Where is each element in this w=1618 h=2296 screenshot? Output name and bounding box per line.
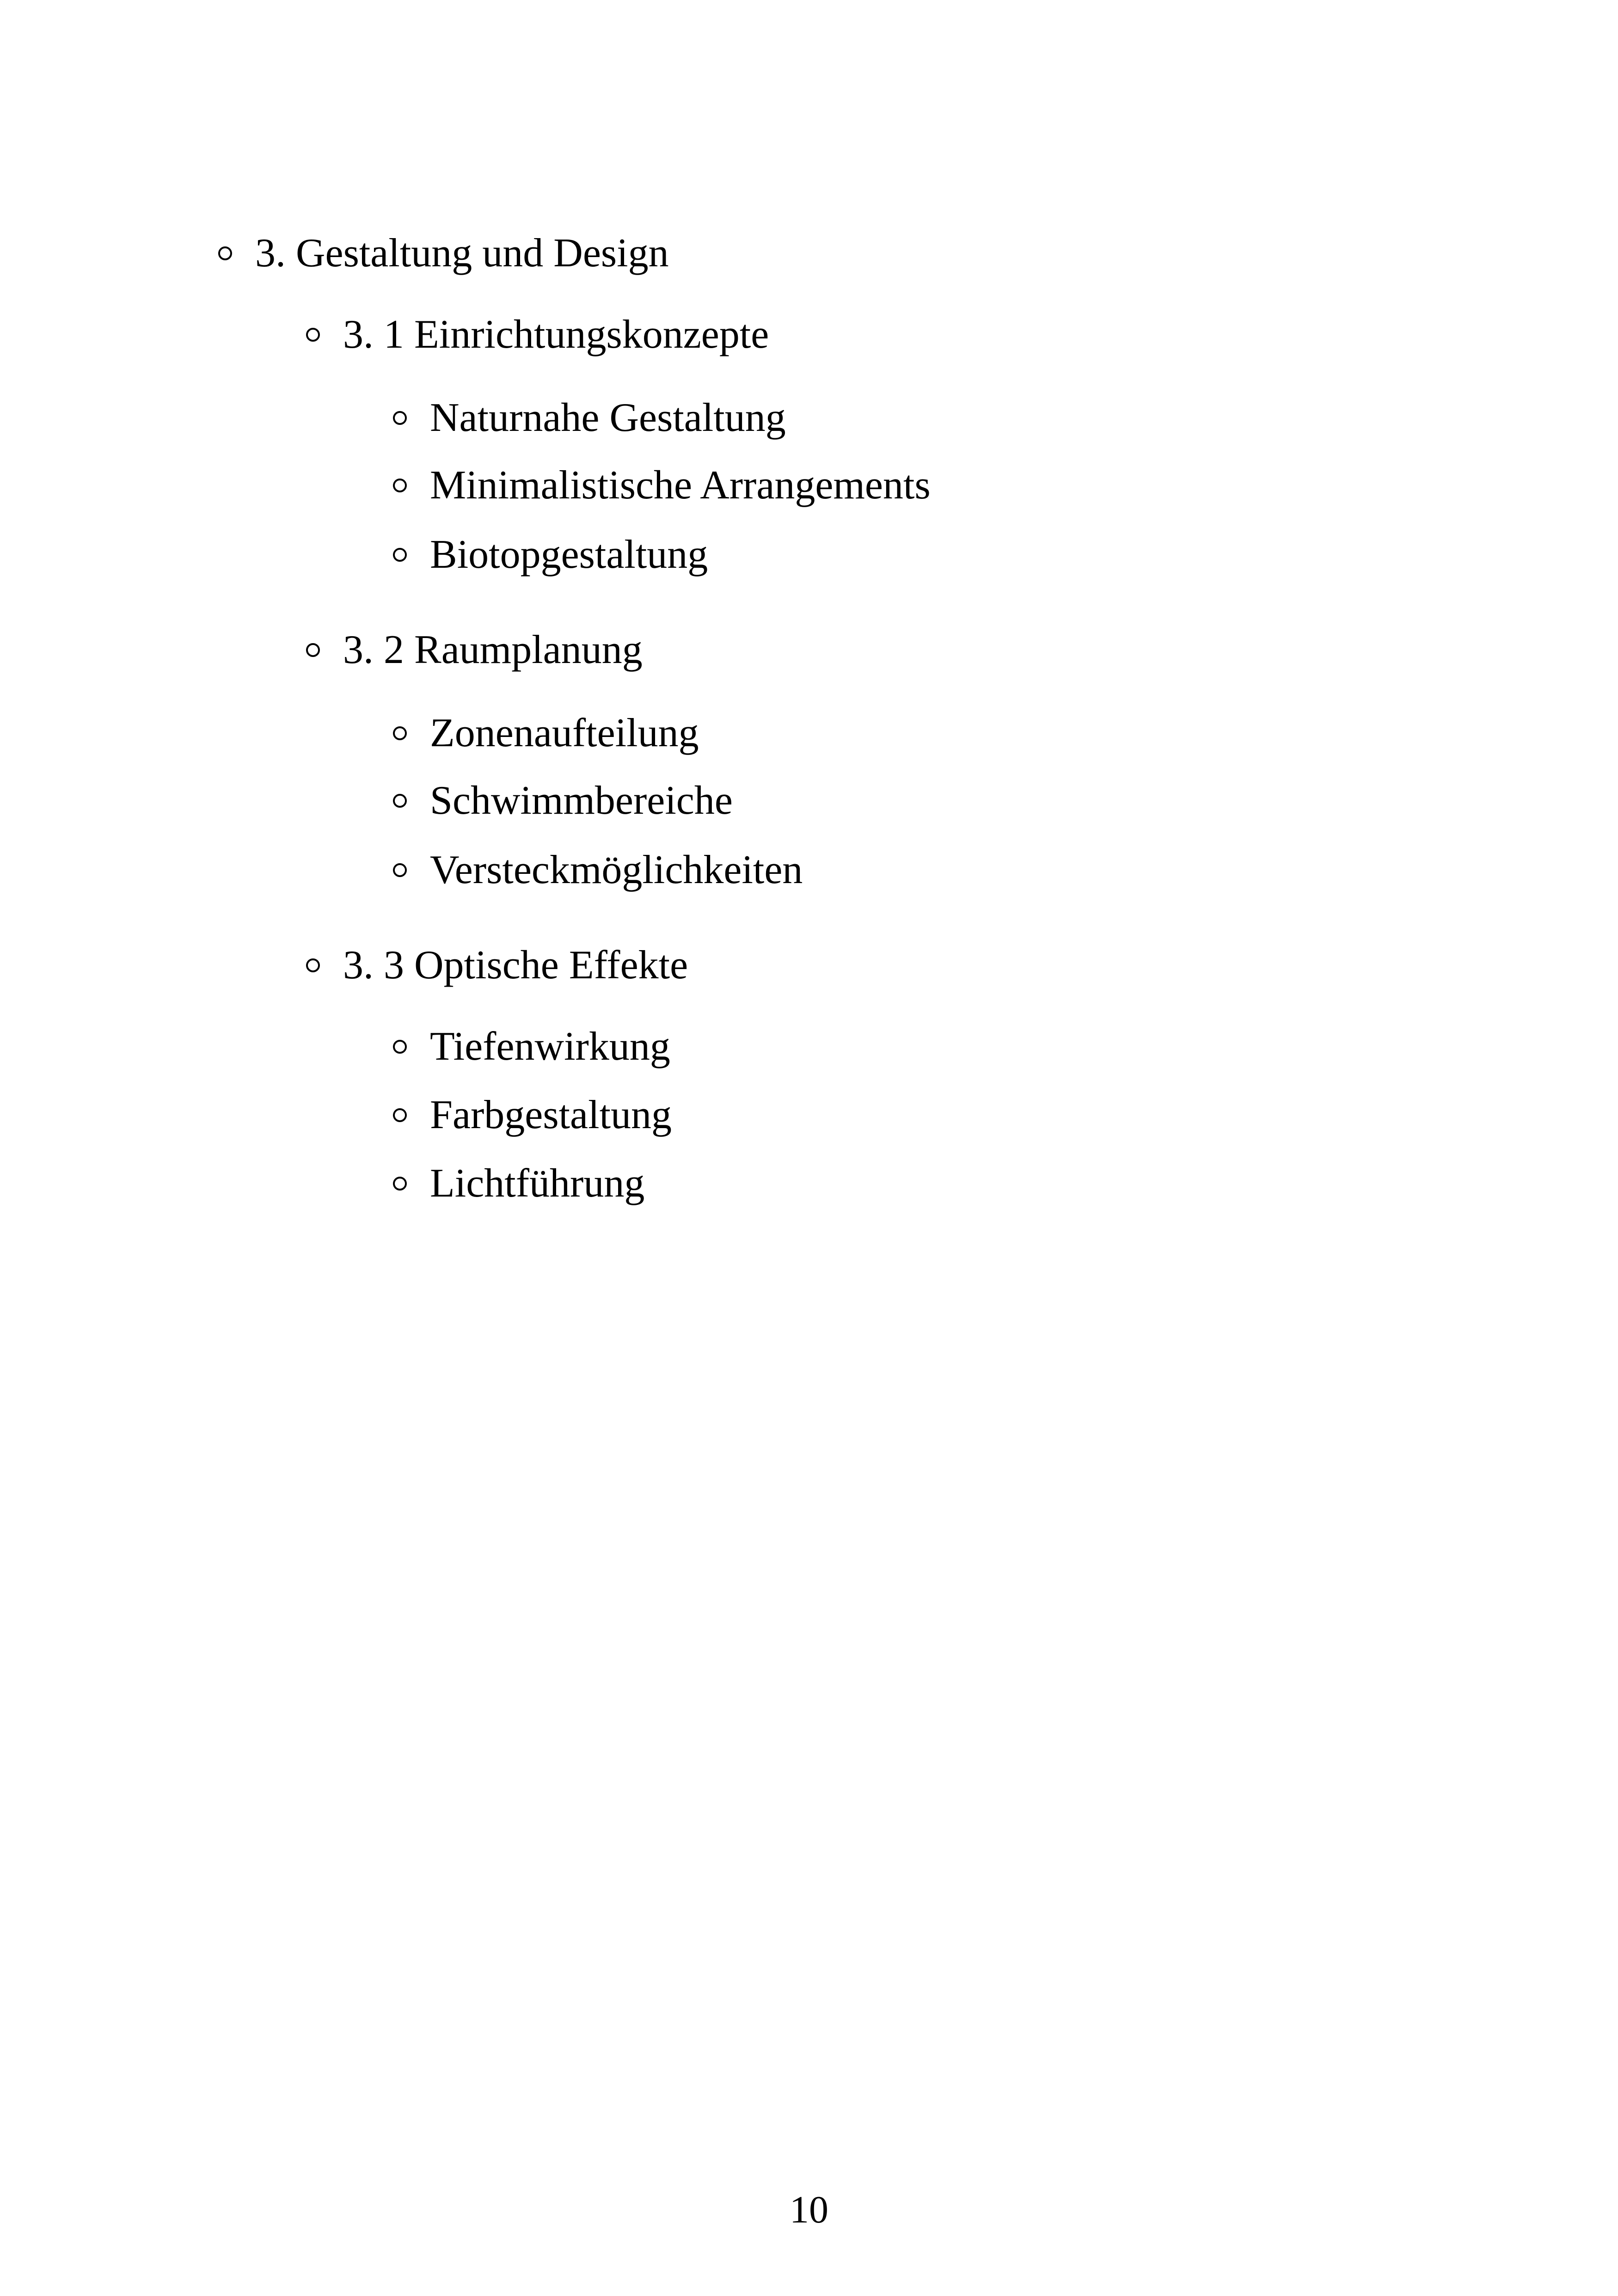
section-heading: [306, 314, 769, 355]
list-item-label: Zonenaufteilung: [430, 711, 699, 755]
list-item: [393, 713, 699, 754]
section-title: 3. 1 Einrichtungskonzepte: [343, 312, 769, 357]
list-item: [393, 847, 803, 892]
hollow-circle-bullet-icon: [393, 726, 407, 740]
section-title: 3. 2 Raumplanung: [343, 627, 643, 672]
hollow-circle-bullet-icon: [393, 1108, 407, 1122]
section-heading: [306, 627, 643, 672]
list-item-label: Naturnahe Gestaltung: [430, 395, 786, 440]
list-item: [393, 465, 931, 506]
list-item-label: Tiefenwirkung: [430, 1024, 670, 1069]
hollow-circle-bullet-icon: [393, 411, 407, 425]
list-item: [393, 395, 786, 440]
list-item-label: Lichtführung: [430, 1161, 645, 1206]
chapter-title: 3. Gestaltung und Design: [255, 231, 669, 276]
list-item: [393, 1026, 670, 1067]
page-number: 10: [790, 2188, 828, 2231]
section-heading: [306, 945, 688, 986]
hollow-circle-bullet-icon: [393, 479, 407, 492]
list-item-label: Versteckmöglichkeiten: [430, 847, 803, 892]
hollow-circle-bullet-icon: [393, 1040, 407, 1054]
hollow-circle-bullet-icon: [306, 328, 320, 342]
hollow-circle-bullet-icon: [218, 246, 232, 260]
hollow-circle-bullet-icon: [306, 643, 320, 657]
list-item-label: Minimalistische Arrangements: [430, 463, 931, 508]
list-item-label: Schwimmbereiche: [430, 778, 733, 823]
hollow-circle-bullet-icon: [393, 794, 407, 808]
hollow-circle-bullet-icon: [393, 863, 407, 877]
hollow-circle-bullet-icon: [306, 958, 320, 972]
list-item: [393, 780, 733, 821]
list-item: [393, 534, 708, 575]
hollow-circle-bullet-icon: [393, 548, 407, 562]
chapter-heading: [218, 233, 669, 274]
list-item: [393, 1095, 672, 1136]
list-item: [393, 1163, 644, 1204]
list-item-label: Biotopgestaltung: [430, 532, 708, 577]
list-item-label: Farbgestaltung: [430, 1093, 672, 1137]
section-title: 3. 3 Optische Effekte: [343, 943, 688, 988]
hollow-circle-bullet-icon: [393, 1177, 407, 1191]
